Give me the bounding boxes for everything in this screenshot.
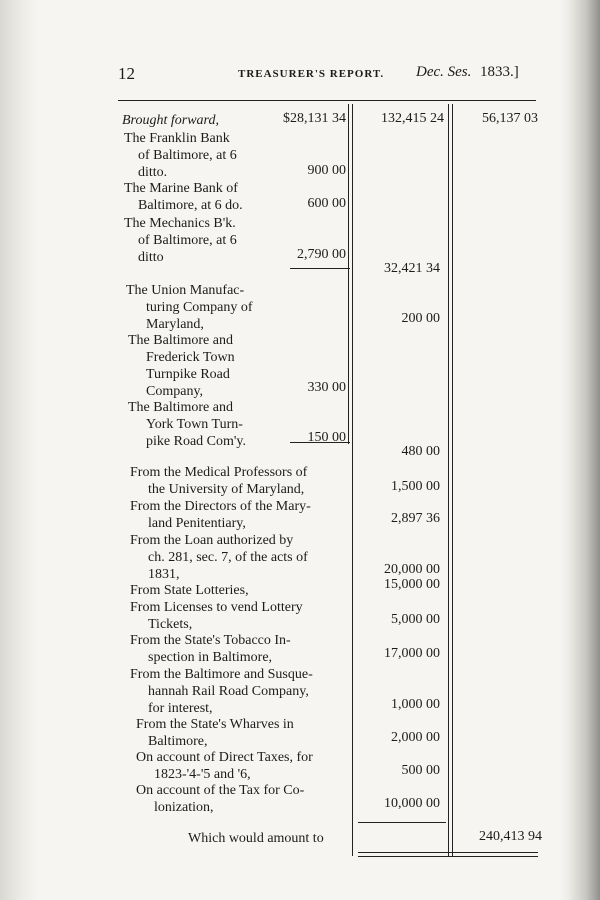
bank-marine-amount: 600 00: [307, 196, 346, 211]
receipt-railroad-line1: From the Baltimore and Susque-: [130, 667, 313, 682]
grand-total-label: Which would amount to: [188, 831, 324, 846]
receipt-loan-line1: From the Loan authorized by: [130, 533, 294, 548]
session-label: Dec. Ses.: [416, 64, 472, 80]
union-company-line3: Maryland,: [146, 317, 204, 332]
session-year: 1833.]: [480, 64, 519, 80]
receipt-direct-taxes-line1: On account of Direct Taxes, for: [136, 750, 313, 765]
union-company-line2: turing Company of: [146, 300, 253, 315]
receipt-wharves-line2: Baltimore,: [148, 734, 208, 749]
bank-franklin-line3: ditto.: [138, 165, 168, 180]
receipt-licenses-line1: From Licenses to vend Lottery: [130, 600, 303, 615]
receipt-loan-line2: ch. 281, sec. 7, of the acts of: [148, 550, 308, 565]
bank-marine-line1: The Marine Bank of: [124, 181, 238, 196]
receipt-medical-line1: From the Medical Professors of: [130, 465, 308, 480]
receipt-penitentiary-line2: land Penitentiary,: [148, 516, 246, 531]
header-rule: [118, 100, 536, 101]
bank-franklin-amount: 900 00: [307, 163, 346, 178]
receipt-lotteries-line1: From State Lotteries,: [130, 583, 249, 598]
receipt-medical-line2: the University of Maryland,: [148, 482, 305, 497]
column-rule-1: [348, 104, 349, 444]
grand-total-rule-a: [358, 852, 538, 853]
banks-subtotal-rule: [290, 268, 350, 269]
receipt-colonization-line2: lonization,: [154, 800, 214, 815]
turnpike-frederick-line4: Company,: [146, 384, 204, 399]
brought-forward-col1: $28,131 34: [283, 111, 346, 126]
bank-franklin-line1: The Franklin Bank: [124, 131, 230, 146]
grand-total-rule-b: [358, 856, 538, 857]
turnpikes-total: 480 00: [401, 444, 440, 459]
receipts-total-rule: [358, 822, 446, 823]
brought-forward-col2: 132,415 24: [381, 111, 444, 126]
bank-franklin-line2: of Baltimore, at 6: [138, 148, 237, 163]
page-header: [118, 64, 534, 88]
receipt-colonization-line1: On account of the Tax for Co-: [136, 783, 305, 798]
turnpike-york-line2: York Town Turn-: [146, 417, 243, 432]
receipt-tobacco-line2: spection in Baltimore,: [148, 650, 273, 665]
turnpike-frederick-amount: 330 00: [307, 380, 346, 395]
receipt-lotteries-amount: 15,000 00: [384, 577, 440, 592]
receipt-railroad-line3: for interest,: [148, 701, 213, 716]
receipt-loan-amount: 20,000 00: [384, 562, 440, 577]
receipt-railroad-amount: 1,000 00: [391, 697, 440, 712]
receipt-colonization-amount: 10,000 00: [384, 796, 440, 811]
union-company-line1: The Union Manufac-: [126, 283, 245, 298]
turnpike-frederick-line2: Frederick Town: [146, 350, 235, 365]
receipt-direct-taxes-amount: 500 00: [401, 763, 440, 778]
receipt-wharves-amount: 2,000 00: [391, 730, 440, 745]
bank-mechanics-amount: 2,790 00: [297, 247, 346, 262]
bank-marine-line2: Baltimore, at 6 do.: [138, 198, 243, 213]
receipt-tobacco-amount: 17,000 00: [384, 646, 440, 661]
receipt-licenses-line2: Tickets,: [148, 617, 193, 632]
turnpike-frederick-line1: The Baltimore and: [128, 333, 233, 348]
receipt-direct-taxes-line2: 1823-'4-'5 and '6,: [154, 767, 251, 782]
turnpike-york-amount: 150 00: [307, 430, 346, 445]
bank-mechanics-line1: The Mechanics B'k.: [124, 216, 236, 231]
page-number: 12: [118, 64, 135, 83]
receipt-penitentiary-amount: 2,897 36: [391, 511, 440, 526]
turnpike-york-line1: The Baltimore and: [128, 400, 233, 415]
receipt-railroad-line2: hannah Rail Road Company,: [148, 684, 309, 699]
turnpike-frederick-line3: Turnpike Road: [146, 367, 230, 382]
column-rule-3: [448, 104, 449, 856]
column-rule-2: [352, 104, 353, 856]
bank-mechanics-line2: of Baltimore, at 6: [138, 233, 237, 248]
brought-forward-label: Brought forward,: [122, 113, 219, 128]
brought-forward-col3: 56,137 03: [482, 111, 538, 126]
column-rule-4: [452, 104, 453, 856]
receipt-wharves-line1: From the State's Wharves in: [136, 717, 294, 732]
banks-total: 32,421 34: [384, 261, 440, 276]
receipt-tobacco-line1: From the State's Tobacco In-: [130, 633, 291, 648]
receipt-licenses-amount: 5,000 00: [391, 612, 440, 627]
turnpike-york-line3: pike Road Com'y.: [146, 434, 246, 449]
union-company-amount: 200 00: [401, 311, 440, 326]
receipt-penitentiary-line1: From the Directors of the Mary-: [130, 499, 311, 514]
bank-mechanics-line3: ditto: [138, 250, 164, 265]
receipt-loan-line3: 1831,: [148, 567, 180, 582]
grand-total-amount: 240,413 94: [479, 829, 542, 844]
running-title: TREASURER'S REPORT.: [238, 68, 385, 80]
receipt-medical-amount: 1,500 00: [391, 479, 440, 494]
